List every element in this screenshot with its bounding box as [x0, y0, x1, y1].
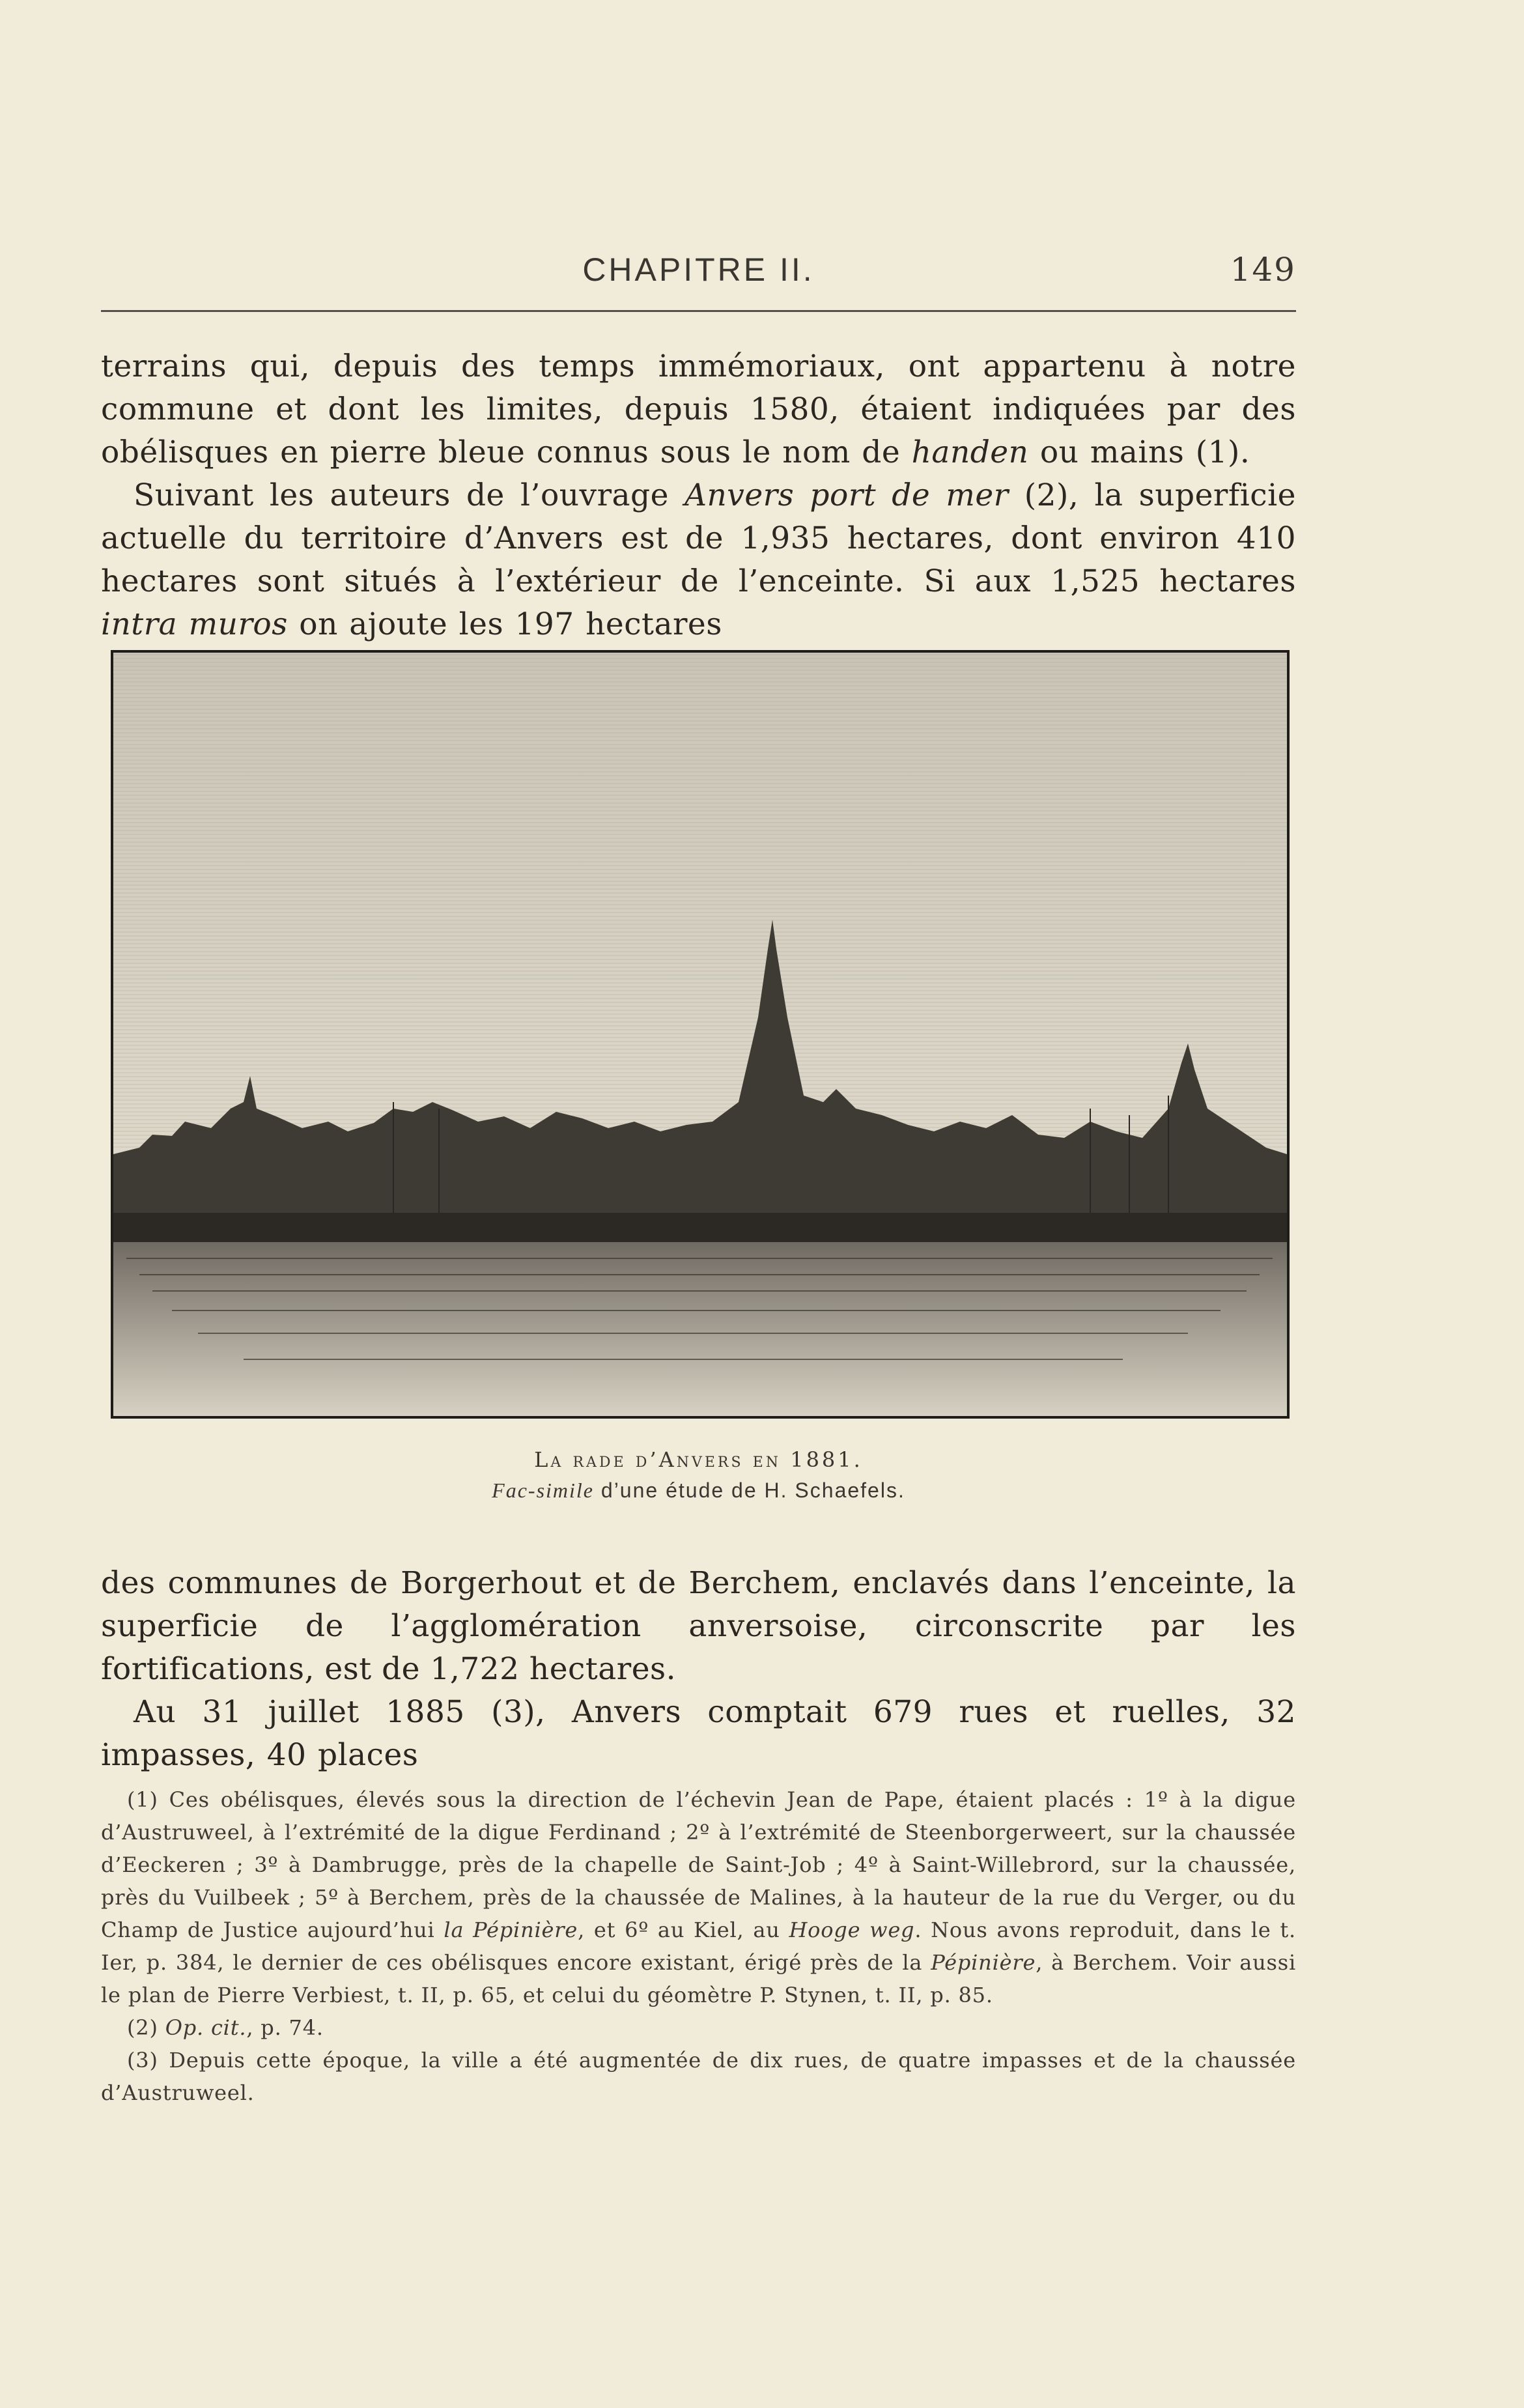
- header-rule: [101, 310, 1296, 312]
- engraving-image: [113, 653, 1287, 1416]
- caption-credit-text: d’une étude de H. Schaefels.: [594, 1479, 905, 1502]
- running-head: [101, 251, 1296, 290]
- engraving-antwerp-harbour: [111, 650, 1290, 1419]
- paragraph-2-text: Suivant les auteurs de l’ouvrage: [134, 477, 685, 513]
- page-number: 149: [1230, 251, 1296, 289]
- caption-facsimile: Fac-simile: [492, 1479, 594, 1502]
- footnote-1-text-4: , à Berchem. Voir aussi le plan de Pierre Verbiest, t. II, p. 65, et celui du géomètre P. Stynen, t. II, p. 85.: [101, 1950, 1296, 2007]
- footnote-3: (3) Depuis cette époque, la ville a été augmentée de dix rues, de quatre impasses et de la chaussée d’Austruweel.: [101, 2048, 1296, 2105]
- figure-caption-title: La rade d’Anvers en 1881.: [534, 1447, 863, 1472]
- paragraph-2: [101, 474, 1296, 646]
- footnote-2: [101, 2011, 1296, 2044]
- footnote-2-number: (2): [127, 2015, 165, 2040]
- footnote-2-text: , p. 74.: [246, 2015, 324, 2040]
- footnote-1-italic-1: la Pépinière: [444, 1918, 578, 1942]
- footnote-1-text-2: , et 6º au Kiel, au: [578, 1918, 789, 1942]
- footnote-1-italic-3: Pépinière: [931, 1950, 1036, 1975]
- paragraph-1-text: terrains qui, depuis des temps immémoriaux, ont appartenu à notre commune et dont les limites, depuis 1580, étaient indiquées par des obélisques en pierre bleue connus sous le nom de: [101, 348, 1296, 470]
- chapter-title: CHAPITRE II.: [582, 251, 815, 288]
- footnote-1-text: (1) Ces obélisques, élevés sous la direction de l’échevin Jean de Pape, étaient placés : 1º à la digue d’Austruweel, à l’extrémité de la digue Ferdinand ; 2º à l’extrémité de Steenborgerweert, sur la chaussée d’Eeckeren ; 3º à Dambrugge, près de la chapelle de Saint-Job ; 4º à Saint-Willebrord, sur la chaussée, près du Vuilbeek ; 5º à Berchem, près de la chaussée de Malines, à la hauteur de la rue du Verger, ou du Champ de Justice aujourd’hui: [101, 1787, 1296, 1942]
- footnote-1-italic-2: Hooge weg: [789, 1918, 915, 1942]
- paragraph-2-italic-latin: intra muros: [101, 606, 288, 642]
- figure-caption-credit: [101, 1479, 1296, 1503]
- paragraph-2-italic-title: Anvers port de mer: [684, 477, 1009, 513]
- footnote-1-text-3: . Nous avons reproduit, dans le t. Ier, p. 384, le dernier de ces obélisques encore existant, érigé près de la: [101, 1918, 1297, 1975]
- paragraph-4: Au 31 juillet 1885 (3), Anvers comptait 679 rues et ruelles, 32 impasses, 40 places: [101, 1694, 1296, 1773]
- footnotes: [101, 1783, 1296, 2109]
- paragraph-1: [101, 345, 1296, 474]
- paragraph-1-end: ou mains (1).: [1028, 434, 1250, 470]
- footnote-2-italic: Op. cit.: [165, 2015, 247, 2040]
- paragraph-2-end: on ajoute les 197 hectares: [287, 606, 722, 642]
- footnote-1: [101, 1783, 1296, 2011]
- paragraph-1-italic: handen: [911, 434, 1029, 470]
- paragraph-2-middle: (2), la superficie actuelle du territoire d’Anvers est de 1,935 hectares, dont environ 410 hectares sont situés à l’extérieur de l’enceinte. Si aux 1,525 hectares: [101, 477, 1296, 599]
- paragraph-3: des communes de Borgerhout et de Berchem, enclavés dans l’enceinte, la superficie de l’agglomération anversoise, circonscrite par les fortifications, est de 1,722 hectares.: [101, 1565, 1296, 1687]
